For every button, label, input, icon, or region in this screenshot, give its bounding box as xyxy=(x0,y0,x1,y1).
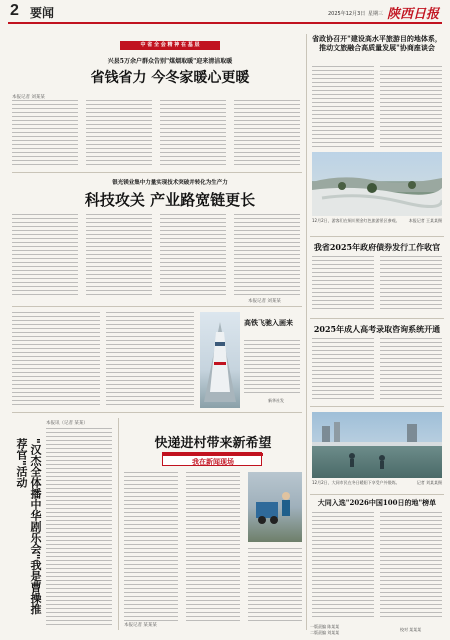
article7 xyxy=(8,418,114,630)
article7-byline: 本报讯（记者 某某） xyxy=(46,421,88,426)
body-column xyxy=(380,66,442,148)
article1-headline: 省钱省力 今冬家暖心更暖 xyxy=(90,70,250,86)
article2-headline: 科技攻关 产业路宽链更长 xyxy=(84,191,256,209)
divider xyxy=(310,406,444,407)
article8-byline: 本报记者 某某某 xyxy=(124,623,157,628)
page-footer xyxy=(310,624,444,636)
body-column xyxy=(86,100,152,166)
column-tag xyxy=(162,452,262,466)
caption-text: 12月2日，游客们在铜川照金红色旅游景区参观。 xyxy=(312,218,400,223)
article3-body xyxy=(312,66,442,148)
article5-body xyxy=(312,338,442,400)
article7-headline xyxy=(10,438,42,618)
banner-text: 中 省 全 会 精 神 在 基 层 xyxy=(140,42,200,48)
photo-credit: 记者 刘某某摄 xyxy=(416,480,442,485)
body-column xyxy=(234,214,300,296)
body-column xyxy=(186,472,240,622)
courier-graphic xyxy=(248,472,302,542)
divider xyxy=(12,172,302,173)
article2-body xyxy=(12,214,302,296)
train-graphic xyxy=(200,312,240,408)
issue-weekday: 星期三 xyxy=(368,11,384,17)
waterfront-graphic xyxy=(312,412,442,478)
paper-logo: 陕西日报 xyxy=(387,7,440,22)
divider xyxy=(310,236,444,237)
article4-body xyxy=(312,256,442,312)
article6-photo xyxy=(312,412,442,478)
landscape-graphic xyxy=(312,152,442,216)
sidebar-credit: 新华社发 xyxy=(268,398,284,403)
article6-body xyxy=(312,512,442,620)
article2-byline: 本报记者 刘某某 xyxy=(248,299,281,304)
footer-editor-2: 二版责编 刘某某 xyxy=(310,630,340,635)
article3-headline xyxy=(310,34,444,52)
body-column xyxy=(380,338,442,400)
article3-headline-text: 省政协召开"建设高水平旅游目的地体系，推动文旅融合高质量发展"协商座谈会 xyxy=(312,34,442,52)
body-column xyxy=(12,100,78,166)
article1-byline: 本报记者 刘某某 xyxy=(12,95,45,100)
article4-headline: 我省2025年政府债券发行工作收官 xyxy=(313,242,441,252)
divider xyxy=(310,318,444,319)
photo-credit: 本报记者 王某某摄 xyxy=(408,218,442,223)
header-rule xyxy=(8,22,442,24)
article8-photo xyxy=(248,472,302,542)
page-header xyxy=(0,0,450,24)
divider xyxy=(12,306,302,307)
body-column xyxy=(380,512,442,620)
body-column xyxy=(160,214,226,296)
body-column xyxy=(12,312,100,408)
article6-headline: 大同入选"2026中国100日的地"榜单 xyxy=(317,498,437,507)
body-column xyxy=(312,256,374,312)
article3-photo-caption xyxy=(312,218,442,223)
body-column xyxy=(46,428,112,628)
article3-photo xyxy=(312,152,442,216)
article1-body xyxy=(12,100,302,166)
banner xyxy=(120,41,220,50)
page-number: 2 xyxy=(10,2,19,19)
sidebar-photo xyxy=(200,312,240,408)
body-column xyxy=(248,548,302,622)
article8-headline: 快递进村带来新希望 xyxy=(154,436,272,451)
article5-headline: 2025年成人高考录取咨询系统开通 xyxy=(313,324,441,334)
body-column xyxy=(160,100,226,166)
article6-photo-caption xyxy=(312,480,442,485)
body-column xyxy=(312,66,374,148)
body-column xyxy=(12,214,78,296)
divider xyxy=(310,494,444,495)
body-column xyxy=(312,512,374,620)
issue-date: 2025年12月3日 xyxy=(328,11,366,17)
article8-body xyxy=(124,472,302,622)
sidebar-title-text: 高铁飞驰入画来 xyxy=(244,318,293,327)
divider xyxy=(12,412,302,413)
tag-accent xyxy=(163,453,263,456)
sidebar-caption xyxy=(244,340,300,396)
body-column xyxy=(106,312,194,408)
column-tag-text: 我在新闻现场 xyxy=(192,457,234,466)
article1-kicker: 兴县5万余户群众告别"煤烟取暖"迎来清洁取暖 xyxy=(107,58,233,65)
body-column xyxy=(234,100,300,166)
sidebar-title xyxy=(244,318,300,327)
caption-text: 12月2日，大同市民在冬日暖阳下享受户外锻炼。 xyxy=(312,480,400,485)
column-divider xyxy=(118,418,119,630)
footer-editor-1: 一版责编 陈某某 xyxy=(310,624,340,629)
article7-headline-text: "汉杰全体播中华剧乐会"我是曹操推荐官"活动 xyxy=(15,438,42,615)
body-column xyxy=(312,338,374,400)
section-name: 要闻 xyxy=(30,6,55,20)
article2-kicker: 银光镁业集中力量实现技术突破并转化为生产力 xyxy=(112,180,228,186)
body-column xyxy=(124,472,178,622)
body-column xyxy=(86,214,152,296)
column-divider xyxy=(306,34,307,630)
body-column xyxy=(380,256,442,312)
footer-proofreader: 校对 某某某 xyxy=(400,627,422,632)
